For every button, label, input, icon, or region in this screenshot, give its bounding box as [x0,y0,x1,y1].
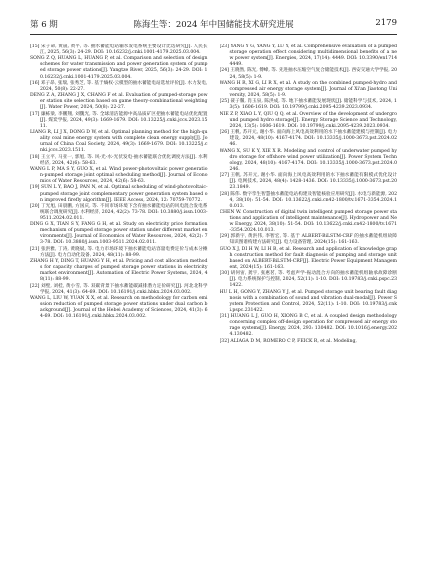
running-title: 陈海生等：2024 年中国储能技术研究进展 [133,20,294,30]
reference-entry: [28] 陈伟. 数字孪生智慧抽水蓄能电站构建及智能核验应用研究[J]. 水电与新能源, 2024, 38(10): 51-54. DOI: 10.13622/j.cnki.cn42-1800/tv.1671-3354.2024.10.013. [219,191,397,209]
reference-entry: [26] 王帆, 苏开元, 谢小华. 面向海上风电高效利用的水下抽水蓄能建模与控制[J]. 电力建设, 2024, 48(10): 4167-4174. DOI: 10.13335/j.1000-3673.pst.2024.0246. [219,130,397,148]
reference-entry: [31] HUANG L J, GUO H, XIONG B C, et al. A coupled design methodology concerning complex off-design operation for compressed air energy storage systems[J]. Energy, 2024, 293: 130482. DOI: 10.1016/j.energy.2024.130482. [219,314,397,338]
reference-entry: DENG Z A, ZHANG J X, CHANG F et al. Evaluation of pumped-storage power station site selection based on game theory-combinational weighting[J]. Water Power, 2024, 50(8): 22-27. [30,93,208,111]
reference-entry: WANG L, LIU W, YUAN X X, et al. Research on methodology for carbon emission reduction of pumped storage power stations under dual carbon background[J]. Journal of the Hebei Academy of Sciences, 2024, 41(3): 64-69. DOI: 10.16191/j.cnki.hbkx.2024.03.002. [30,296,208,320]
reference-column-right [220,44,398,567]
reference-entry: CHEN W. Construction of digital twin intelligent pumped storage power stations and application of intelligent maintenance[J]. Hydropower and New Energy, 2024, 38(10): 51-54. DOI: 10.13622/j.cnki.cn42-1800/tv.1671-3354.2024.10.013. [219,209,397,234]
reference-column-left [30,44,208,567]
reference-entry: [30] 胡何宙, 龚宇, 张惠茗, 等. 考虑声学-振动混合方向的抽水蓄能机组轴承故障诊断[J]. 电力系统保护与控制, 2024, 52(11): 1-10. DOI: 10.19783/j.cnki.pspc.231422. [219,271,397,289]
reference-entry: DING G X, TIAN S Y, FANG G H, et al. Study on electricity price formation mechanism of pumped storage power station under different market environments[J]. Journal of Economics of Water Resources, 2024, 42(2): 73-78. DOI: 10.3880/j.issn.1003-9511.2024.02.011. [30,222,208,246]
reference-entry: [18] 王立平, 马亚一, 郭旭, 等. 风-光-水-光伏发电-抽水蓄能联合优化调度方法[J]. 水利经济, 2024, 42(6): 58-63. [30,154,208,166]
reference-entry: NIE Z P, XIAO L Y, QIU Q Q, et al. Overview of the development of underground pumped hydro storage[J]. Energy Storage Science and Technology, 2024, 13(5): 1606-1619. DOI: 10.19799/j.cnki.2095-4239.2023.0934. [219,111,397,129]
reference-entry: [20] 丁光旭, 田晨鹏, 方国庆, 等. 不同市场环境下含有抽水蓄能电站的风电混合发电系统联合调度研究[J]. 水利经济, 2024, 42(2): 73-78. DOI: 10.3880/j.issn.1003-9511.2024.02.011. [30,203,208,221]
reference-entry: ZHANG H Y, DING T, HUANG Y H, et al. Pricing and cost allocation methods for capacity charges of pumped storage power stations in electricity market environment[J]. Automation of Electric Power Systems, 2024, 48(11): 88-99. [30,259,208,283]
reference-entry: WANG L P, MA S Y, GUO X, et al. Wind power-photovoltaic power generation-pumped storage joint optimal scheduling method[J]. Journal of Economics of Water Resources, 2024, 42(6): 58-63. [30,167,208,185]
reference-entry: [16] 邓子昂, 张瑞, 张秀芝, 等. 基于熵权-云模型的抽水蓄能电站选址评价[J]. 水力发电, 2024, 50(8): 22-27. [30,80,208,92]
reference-entry: LIANG R, LI J X, DONG D W, et al. Optimal planning method for the high-quality coal mine energy system with complete clean energy supply[J]. Journal of China Coal Society, 2024, 49(3): 1669-1679. DOI: 10.13225/j.cnki.jccs.2023.1511. [30,130,208,154]
reference-entry: GUO X J, DI H W, LI H B, et al. Research and application of knowledge graph construction method for fault diagnosis of pumping and storage unit based on ALBERT-BiLSTM-CRF[J]. Electric Power Equipment Management, 2024(15): 161-163. [219,246,397,270]
reference-entry: [17] 廉栋梁, 李鹏翔, 刘魏光, 等. 全球清洁能源中高品质矿区把抽水蓄能电站优化配置[J]. 煤炭学报, 2024, 49(3): 1669-1679. DOI: 10.13225/j.cnki.jccs.2023.1511. [30,111,208,129]
reference-entry: SONG Z Q, HUANG L, HUANG P, et al. Comparison and selection of design schemes for water transmission and power generation system of pumped storage power stations[J]. Yangtze River, 2025, 56(3): 24-29. DOI: 10.16232/j.cnki.1001-4179.2025.03.004. [30,56,208,80]
page-header [30,18,397,35]
reference-entry: WANG X, SU K Y, XIE X R. Modeling and control of underwater pumped hydro storage for offshore wind power utilization[J]. Power System Technology, 2024, 48(10): 4167-4174. DOI: 10.13335/j.1000-3673.pst.2024.0246. [219,148,397,172]
reference-entry: [15] 宋子命, 黄晟, 黄平, 等. 抽水蓄能电站输水发电系统主要设计比选研究[J]. 人民长江, 2025, 56(3): 24-29. DOI: 10.16232/j.cnki.1001-4179.2025.03.004. [30,44,208,56]
reference-entry: [32] ALIAGA D M, ROMERO C P, FEICK R, et al. Modeling, [219,338,357,344]
reference-entry: HU L H, GONG Y, ZHANG Y J, et al. Pumped storage unit bearing fault diagnosis with a combination of sound and vibration dual-modal[J]. Power System Protection and Control, 2024, 52(11): 1-10. DOI: 10.19783/j.cnki.pspc.231422. [219,289,397,313]
page-number: 2179 [375,18,397,28]
reference-entry: [24] 王晓然, 陈光, 傅峰, 等. 先进抽水压缩空气复合储能技术[J]. 西安交通大学学报, 2024, 58(5): 1-9. [219,68,397,80]
reference-columns [30,44,397,567]
reference-entry: [21] 张洪雅, 丁涛, 黄晓斌, 等. 电力市场环境下抽水蓄能电站容量电费定价与成本分摊方法[J]. 电力自动化设备, 2024, 48(11): 88-99. [30,246,208,258]
reference-entry: [29] 郭新宇, 黄洪伟, 李智宏, 等. 基于 ALBERT-BiLSTM-CRF 的抽水蓄能机组故障知识图谱构建方法研究[J]. 电力设备管理, 2024(15): 161-163. [219,234,397,246]
reference-entry: WANG H R, XI G, LI R X, et al. A study on the combined pumped-hydro and compressed air energy storage system[J]. Journal of Xi'an Jiaotong University, 2024, 58(5): 1-9. [219,80,397,98]
reference-entry: [19] SUN L Y, BAO J, PAN N, et al. Optimal scheduling of wind-photovoltaic-pumped storage joint complementary power generation system based on improved firefly algorithm[J]. IEEE Access, 2024, 12: 70759-70772. [30,185,208,203]
reference-entry: [25] 聂子馨, 肖玉泉, 陈洪成, 等. 地下抽水蓄能发展现状[J]. 储能科学与技术, 2024, 13(5): 1606-1619. DOI: 10.19799/j.cnki.2095-4239.2023.0934. [219,99,397,111]
issue-number: 第 6 期 [30,20,58,30]
reference-entry: [22] 刘壁, 刘桂, 黄小雪, 等. 双碳背景下抽水蓄能碳减排潜力定价研究[J]. 河北北科学学报, 2024, 41(3): 64-69. DOI: 10.16191/j.cnki.hbkx.2024.03.002. [30,283,208,295]
reference-entry: [23] YANG Y G, YANG Y, LU Y, et al. Comprehensive evaluation of a pumped storage operation effect considering multidimensional benefits of a new power system[J]. Energies, 2024, 17(14): 4449. DOI: 10.3390/en17144449. [219,44,397,68]
reference-entry: [27] 王帆, 苏开元, 谢小华. 面向海上风电高效利用的水下抽水蓄能有限模式优化设计[J]. 电网技术, 2024, 48(4): 1428-1436. DOI: 10.13335/j.1000-3673.pst.2023.1849. [219,173,397,191]
